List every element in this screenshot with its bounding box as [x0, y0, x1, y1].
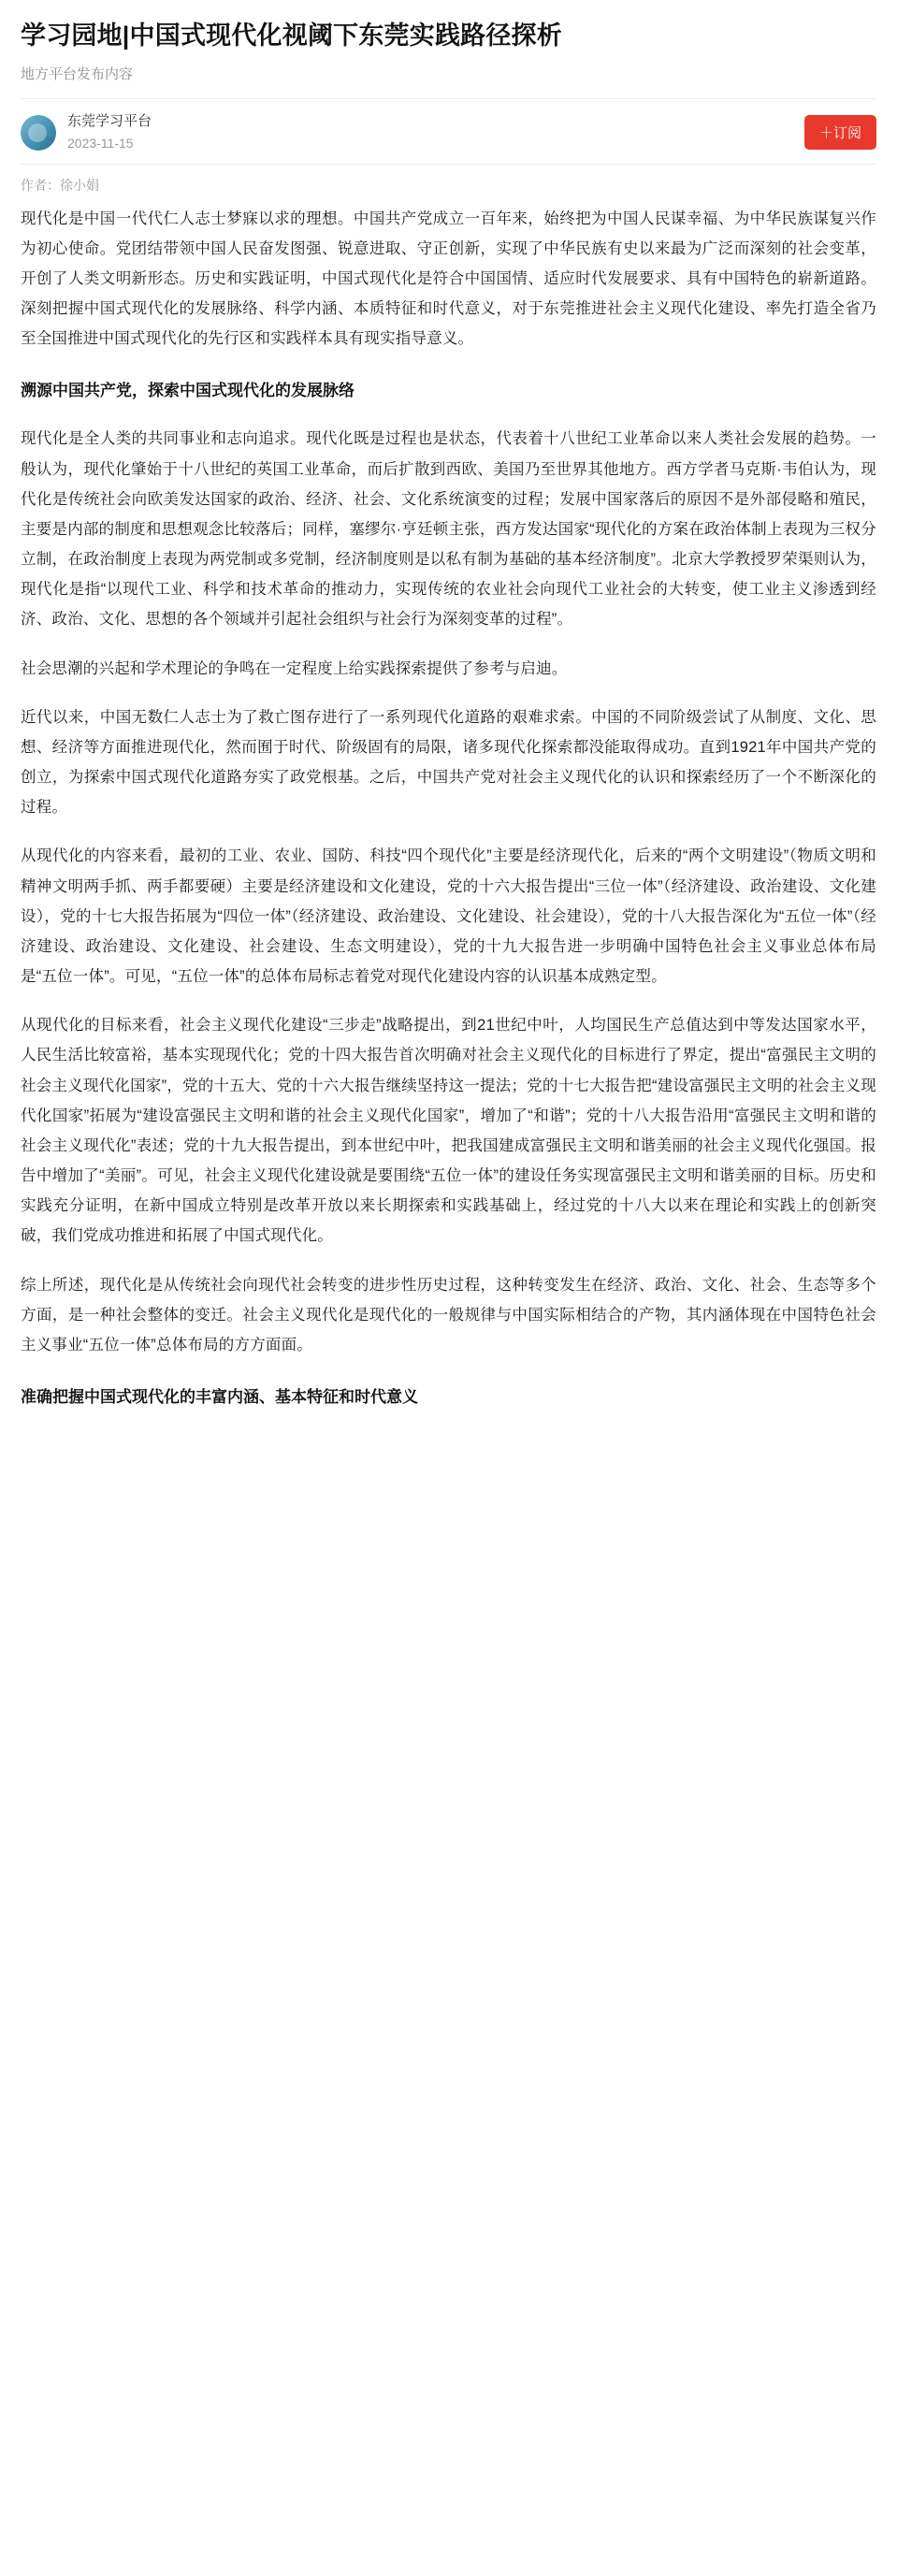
body-paragraph: 现代化是全人类的共同事业和志向追求。现代化既是过程也是状态，代表着十八世纪工业革命以来人类社会发展的趋势。一般认为，现代化肇始于十八世纪的英国工业革命，而后扩散到西欧、美国乃至世界其他地方。西方学者马克斯·韦伯认为，现代化是传统社会向欧美发达国家的政治、经济、社会、文化系统演变的过程；发展中国家落后的原因不是外部侵略和殖民，主要是内部的制度和思想观念比较落后；同样，塞缪尔·亨廷顿主张，西方发达国家“现代化的方案在政治体制上表现为三权分立制，在政治制度上表现为两党制或多党制，经济制度则是以私有制为基础的基本经济制度”。北京大学教授罗荣渠则认为，现代化是指“以现代工业、科学和技术革命的推动力，实现传统的农业社会向现代工业社会的大转变，使工业主义渗透到经济、政治、文化、思想的各个领域并引起社会组织与社会行为深刻变革的过程”。	[21, 430, 876, 629]
subscribe-button[interactable]: ＋订阅	[804, 115, 876, 150]
body-paragraph: 从现代化的内容来看，最初的工业、农业、国防、科技“四个现代化”主要是经济现代化，后来的“两个文明建设”（物质文明和精神文明两手抓、两手都要硬）主要是经济建设和文化建设，党的十六大报告提出“三位一体”（经济建设、政治建设、文化建设），党的十七大报告拓展为“四位一体”（经济建设、政治建设、文化建设、社会建设），党的十八大报告深化为“五位一体”（经济建设、政治建设、文化建设、社会建设、生态文明建设），党的十九大报告进一步明确中国特色社会主义事业总体布局是“五位一体”。可见，“五位一体”的总体布局标志着党对现代化建设内容的认识基本成熟定型。	[21, 847, 876, 986]
byline: 作者：徐小娟	[21, 177, 99, 193]
section-heading: 准确把握中国式现代化的丰富内涵、基本特征和时代意义	[21, 1388, 418, 1407]
page-title: 学习园地|中国式现代化视阈下东莞实践路径探析	[21, 22, 562, 50]
avatar[interactable]	[21, 115, 56, 151]
source-label: 地方平台发布内容	[21, 66, 134, 83]
article-content	[0, 19, 897, 1441]
section-heading: 溯源中国共产党，探索中国式现代化的发展脉络	[21, 382, 354, 400]
author-row	[21, 99, 876, 163]
body-paragraph: 社会思潮的兴起和学术理论的争鸣在一定程度上给实践探索提供了参考与启迪。	[21, 659, 568, 677]
body-paragraph: 综上所述，现代化是从传统社会向现代社会转变的进步性历史过程，这种转变发生在经济、政治、文化、社会、生态等多个方面，是一种社会整体的变迁。社会主义现代化是现代化的一般规律与中国实际相结合的产物，其内涵体现在中国特色社会主义事业“五位一体”总体布局的方方面面。	[21, 1276, 876, 1353]
body-paragraph: 近代以来，中国无数仁人志士为了救亡图存进行了一系列现代化道路的艰难求索。中国的不同阶级尝试了从制度、文化、思想、经济等方面推进现代化，然而囿于时代、阶级固有的局限，诸多现代化探索都没能取得成功。直到1921年中国共产党的创立，为探索中国式现代化道路夯实了政党根基。之后，中国共产党对社会主义现代化的认识和探索经历了一个不断深化的过程。	[21, 708, 876, 817]
top-spacer	[0, 0, 897, 6]
publish-date: 2023-11-15	[67, 135, 134, 151]
author-meta	[67, 112, 804, 152]
body-paragraph: 从现代化的目标来看，社会主义现代化建设“三步走”战略提出，到21世纪中叶，人均国民生产总值达到中等发达国家水平，人民生活比较富裕，基本实现现代化；党的十四大报告首次明确对社会主义现代化的目标进行了界定，提出“富强民主文明的社会主义现代化国家”，党的十五大、党的十六大报告继续坚持这一提法；党的十七大报告把“建设富强民主文明的社会主义现代化国家”拓展为“建设富强民主文明和谐的社会主义现代化国家”，增加了“和谐”；党的十八大报告沿用“富强民主文明和谐的社会主义现代化”表述；党的十九大报告提出，到本世纪中叶，把我国建成富强民主文明和谐美丽的社会主义现代化强国。报告中增加了“美丽”。可见，社会主义现代化建设就是要围绕“五位一体”的建设任务实现富强民主文明和谐美丽的目标。历史和实践充分证明，在新中国成立特别是改革开放以来长期探索和实践基础上，经过党的十八大以来在理论和实践上的创新突破，我们党成功推进和拓展了中国式现代化。	[21, 1017, 876, 1245]
bottom-spacer	[21, 1430, 876, 1441]
account-name[interactable]: 东莞学习平台	[67, 113, 152, 130]
article-body	[21, 204, 876, 1411]
body-paragraph: 现代化是中国一代代仁人志士梦寐以求的理想。中国共产党成立一百年来，始终把为中国人民谋幸福、为中华民族谋复兴作为初心使命。党团结带领中国人民奋发图强、锐意进取、守正创新，实现了中华民族有史以来最为广泛而深刻的社会变革，开创了人类文明新形态。历史和实践证明，中国式现代化是符合中国国情、适应时代发展要求、具有中国特色的崭新道路。深刻把握中国式现代化的发展脉络、科学内涵、本质特征和时代意义，对于东莞推进社会主义现代化建设、率先打造全省乃至全国推进中国式现代化的先行区和实践样本具有现实指导意义。	[21, 210, 876, 348]
